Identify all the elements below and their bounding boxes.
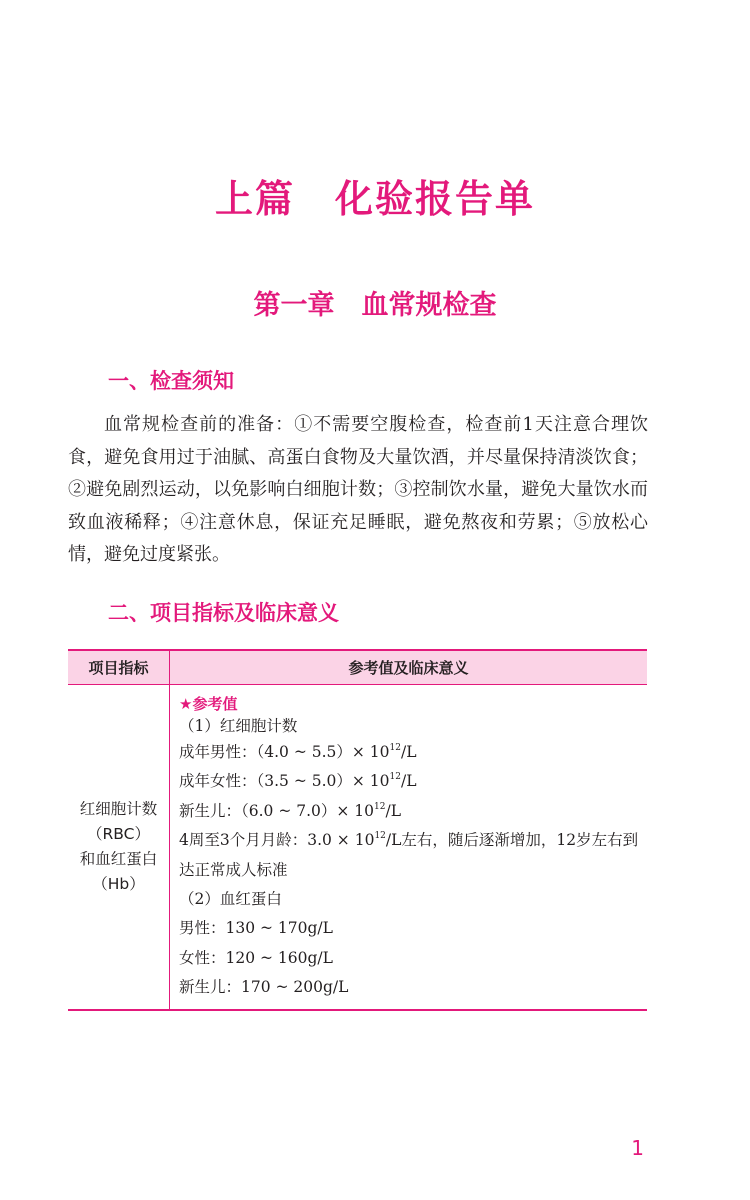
value-text: 4周至3个月月龄：3.0 × 10 [179,831,375,850]
preparation-paragraph: 血常规检查前的准备：①不需要空腹检查，检查前1天注意合理饮食，避免食用过于油腻、高蛋白食物及大量饮酒，并尽量保持清淡饮食；②避免剧烈运动，以免影响白细胞计数；③控制饮水量，避免大量饮水而致血液稀释；④注意休息，保证充足睡眠，避免熬夜和劳累；⑤放松心情，避免过度紧张。 [68,414,648,566]
adult-male-rbc [179,738,647,767]
unit-text: /L [400,772,417,791]
exponent: 12 [374,831,386,842]
female-hb: 女性：120 ~ 160g/L [179,948,333,967]
reference-cell [170,685,648,1010]
unit-text: /L [385,801,401,820]
newborn-hb: 新生儿：170 ~ 200g/L [179,978,349,997]
hb-subheading: （2）血红蛋白 [179,890,282,909]
indicator-line: 红细胞计数 [79,799,158,818]
male-hb: 男性：130 ~ 170g/L [179,919,333,938]
reference-table [68,649,647,1011]
value-text: 成年男性：（4.0 ~ 5.5）× 10 [179,743,390,761]
value-text: 新生儿：（6.0 ~ 7.0）× 10 [179,801,375,820]
page-number: 1 [631,1136,644,1160]
section-heading-indicators: 二、项目指标及临床意义 [108,601,339,625]
exponent: 12 [374,801,386,812]
column-header-indicator: 项目指标 [68,650,170,685]
indicator-cell [68,685,170,1010]
exponent: 12 [389,772,401,783]
unit-text: /L [400,743,417,761]
column-header-reference: 参考值及临床意义 [170,650,648,685]
chapter-title: 第一章 血常规检查 [253,290,497,321]
table-row [68,685,647,1010]
reference-value-title: ★参考值 [179,695,238,713]
section-heading-notes: 一、检查须知 [108,369,234,393]
exponent: 12 [389,743,401,753]
indicator-line: （RBC） [87,824,150,843]
indicator-line: （Hb） [92,874,145,893]
unit-text: /L左右，随后逐渐增加，12岁左右到达正常成人标准 [179,831,639,879]
newborn-rbc [179,797,647,826]
part-title: 上篇 化验报告单 [214,177,535,221]
infant-rbc [179,826,644,885]
value-text: 成年女性：（3.5 ~ 5.0）× 10 [179,772,390,791]
indicator-line: 和血红蛋白 [79,849,158,868]
table-header-row [68,650,647,685]
rbc-subheading: （1）红细胞计数 [179,717,298,735]
adult-female-rbc [179,767,647,796]
